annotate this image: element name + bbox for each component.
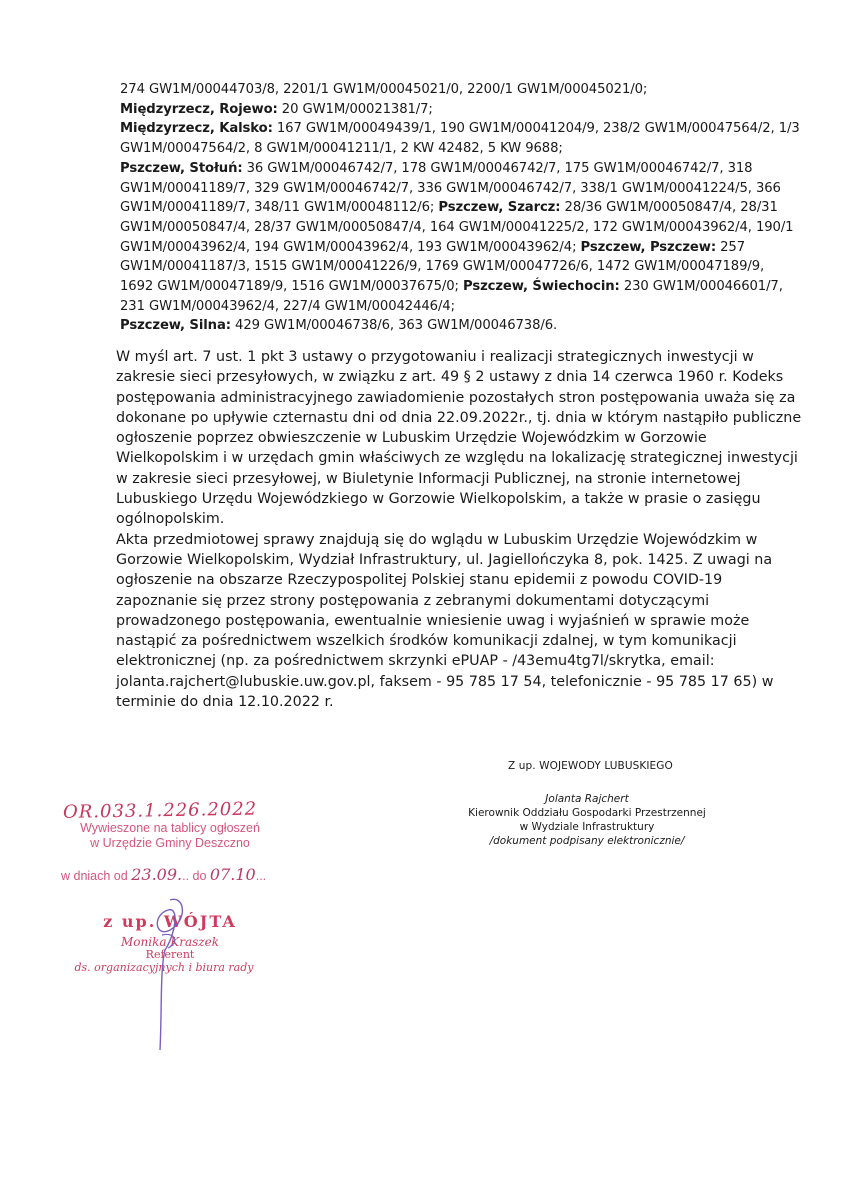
case-number: OR.033.1.226.2022 — [62, 798, 258, 823]
electronic-signature-note: /dokument podpisany elektronicznie/ — [489, 835, 685, 847]
parcel-list — [120, 80, 800, 336]
signature-block — [462, 792, 712, 848]
parcel-line: 274 GW1M/00044703/8, 2201/1 GW1M/00045021/0, 2200/1 GW1M/00045021/0; Międzyrzecz, Rojewo: 20 GW1M/00021381/7; Międzyrzecz, Kalsko: 167 GW1M/00049439/1, 190 GW1M/00041204/9, 238/2 GW1M/00047564/2, 1/3 GW1M/00047564/2, 8 GW1M/00041211/1, 2 KW 42482, 5 KW 9688; Pszczew, Stołuń: 36 GW1M/00046742/7, 178 GW1M/00046742/7, 175 GW1M/00046742/7, 318 GW1M/00041189/7, 329 GW1M/00046742/7, 336 GW1M/00046742/7, 338/1 GW1M/00041224/5, 366 GW1M/00041189/7, 348/11 GW1M/00048112/6; Pszczew, Szarcz: 28/36 GW1M/00050847/4, 28/31 GW1M/00050847/4, 28/37 GW1M/00050847/4, 164 GW1M/00041225/2, 172 GW1M/00043962/4, 190/1 GW1M/00043962/4, 194 GW1M/00043962/4, 193 GW1M/00043962/4; Pszczew, Pszczew: 257 GW1M/00041187/3, 1515 GW1M/00041226/9, 1769 GW1M/00047726/6, 1472 GW1M/00047189/9, 1692 GW1M/00047189/9, 1516 GW1M/00037675/0; Pszczew, Świechocin: 230 GW1M/00046601/7, 231 GW1M/00043962/4, 227/4 GW1M/00042446/4; Pszczew, Silna: 429 GW1M/00046738/6, 363 GW1M/00046738/6. — [120, 82, 800, 334]
signer-name: Jolanta Rajchert — [545, 793, 629, 805]
posting-stamp — [55, 800, 285, 884]
location-label-stolun: Pszczew, Stołuń: — [120, 160, 243, 176]
stamp-role: Referent — [145, 948, 195, 961]
stamp-line-2: w Urzędzie Gminy Deszczno — [90, 836, 250, 850]
date-from: 23.09. — [131, 865, 183, 884]
notice-body — [116, 347, 806, 712]
stamp-title: z up. WÓJTA — [103, 912, 237, 931]
location-label-swiechocin: Pszczew, Świechocin: — [462, 279, 620, 295]
authorization-line: Z up. WOJEWODY LUBUSKIEGO — [508, 760, 673, 772]
date-to: 07.10 — [209, 865, 256, 884]
signer-department: w Wydziale Infrastruktury — [519, 821, 655, 833]
stamp-department: ds. organizacyjnych i biura rady — [74, 961, 254, 974]
handwritten-signature-icon — [140, 890, 200, 1070]
location-label-pszczew: Pszczew, Pszczew: — [580, 239, 717, 255]
stamp-name: Monika Kraszek — [120, 935, 220, 949]
posting-dates: w dniach od 23.09... do 07.10... — [61, 865, 267, 884]
notice-paragraph-1: W myśl art. 7 ust. 1 pkt 3 ustawy o przygotowaniu i realizacji strategicznych inwestycji w zakresie sieci przesyłowych, w związku z art. 49 § 2 ustawy z dnia 14 czerwca 1960 r. Kodeks postępowania administracyjnego zawiadomienie pozostałych stron postępowania uważa się za dokonane po upływie czternastu dni od dnia 22.09.2022r., tj. dnia w którym nastąpiło publiczne ogłoszenie poprzez obwieszczenie w Lubuskim Urzędzie Wojewódzkim w Gorzowie Wielkopolskim i w urzędach gmin właściwych ze względu na lokalizację strategicznej inwestycji w zakresie sieci przesyłowej, w Biuletynie Informacji Publicznej, na stronie internetowej Lubuskiego Urzędu Wojewódzkiego w Gorzowie Wielkopolskim, a także w prasie o zasięgu ogólnopolskim. — [116, 349, 802, 528]
location-label-szarcz: Pszczew, Szarcz: — [438, 200, 561, 216]
location-label-kalsko: Międzyrzecz, Kalsko: — [120, 121, 273, 137]
location-label-rojewo: Międzyrzecz, Rojewo: — [120, 101, 278, 117]
signer-position: Kierownik Oddziału Gospodarki Przestrzennej — [468, 807, 706, 819]
notice-paragraph-2: Akta przedmiotowej sprawy znajdują się do wglądu w Lubuskim Urzędzie Wojewódzkim w Gorzowie Wielkopolskim, Wydział Infrastruktury, ul. Jagiellończyka 8, pok. 1425. Z uwagi na ogłoszenie na obszarze Rzeczypospolitej Polskiej stanu epidemii z powodu COVID-19 zapoznanie się przez strony postępowania z zebranymi dokumentami dotyczącymi prowadzonego postępowania, ewentualnie wniesienie uwag i wyjaśnień w sprawie może nastąpić za pośrednictwem wszelkich środków komunikacji zdalnej, w tym komunikacji elektronicznej (np. za pośrednictwem skrzynki ePUAP - /43emu4tg7l/skrytka, email: jolanta.rajchert@lubuskie.uw.gov.pl, faksem - 95 785 17 54, telefonicznie - 95 785 17 65) w terminie do dnia 12.10.2022 r. — [116, 531, 774, 711]
location-label-silna: Pszczew, Silna: — [120, 318, 231, 334]
stamp-line-1: Wywieszone na tablicy ogłoszeń — [80, 821, 260, 835]
